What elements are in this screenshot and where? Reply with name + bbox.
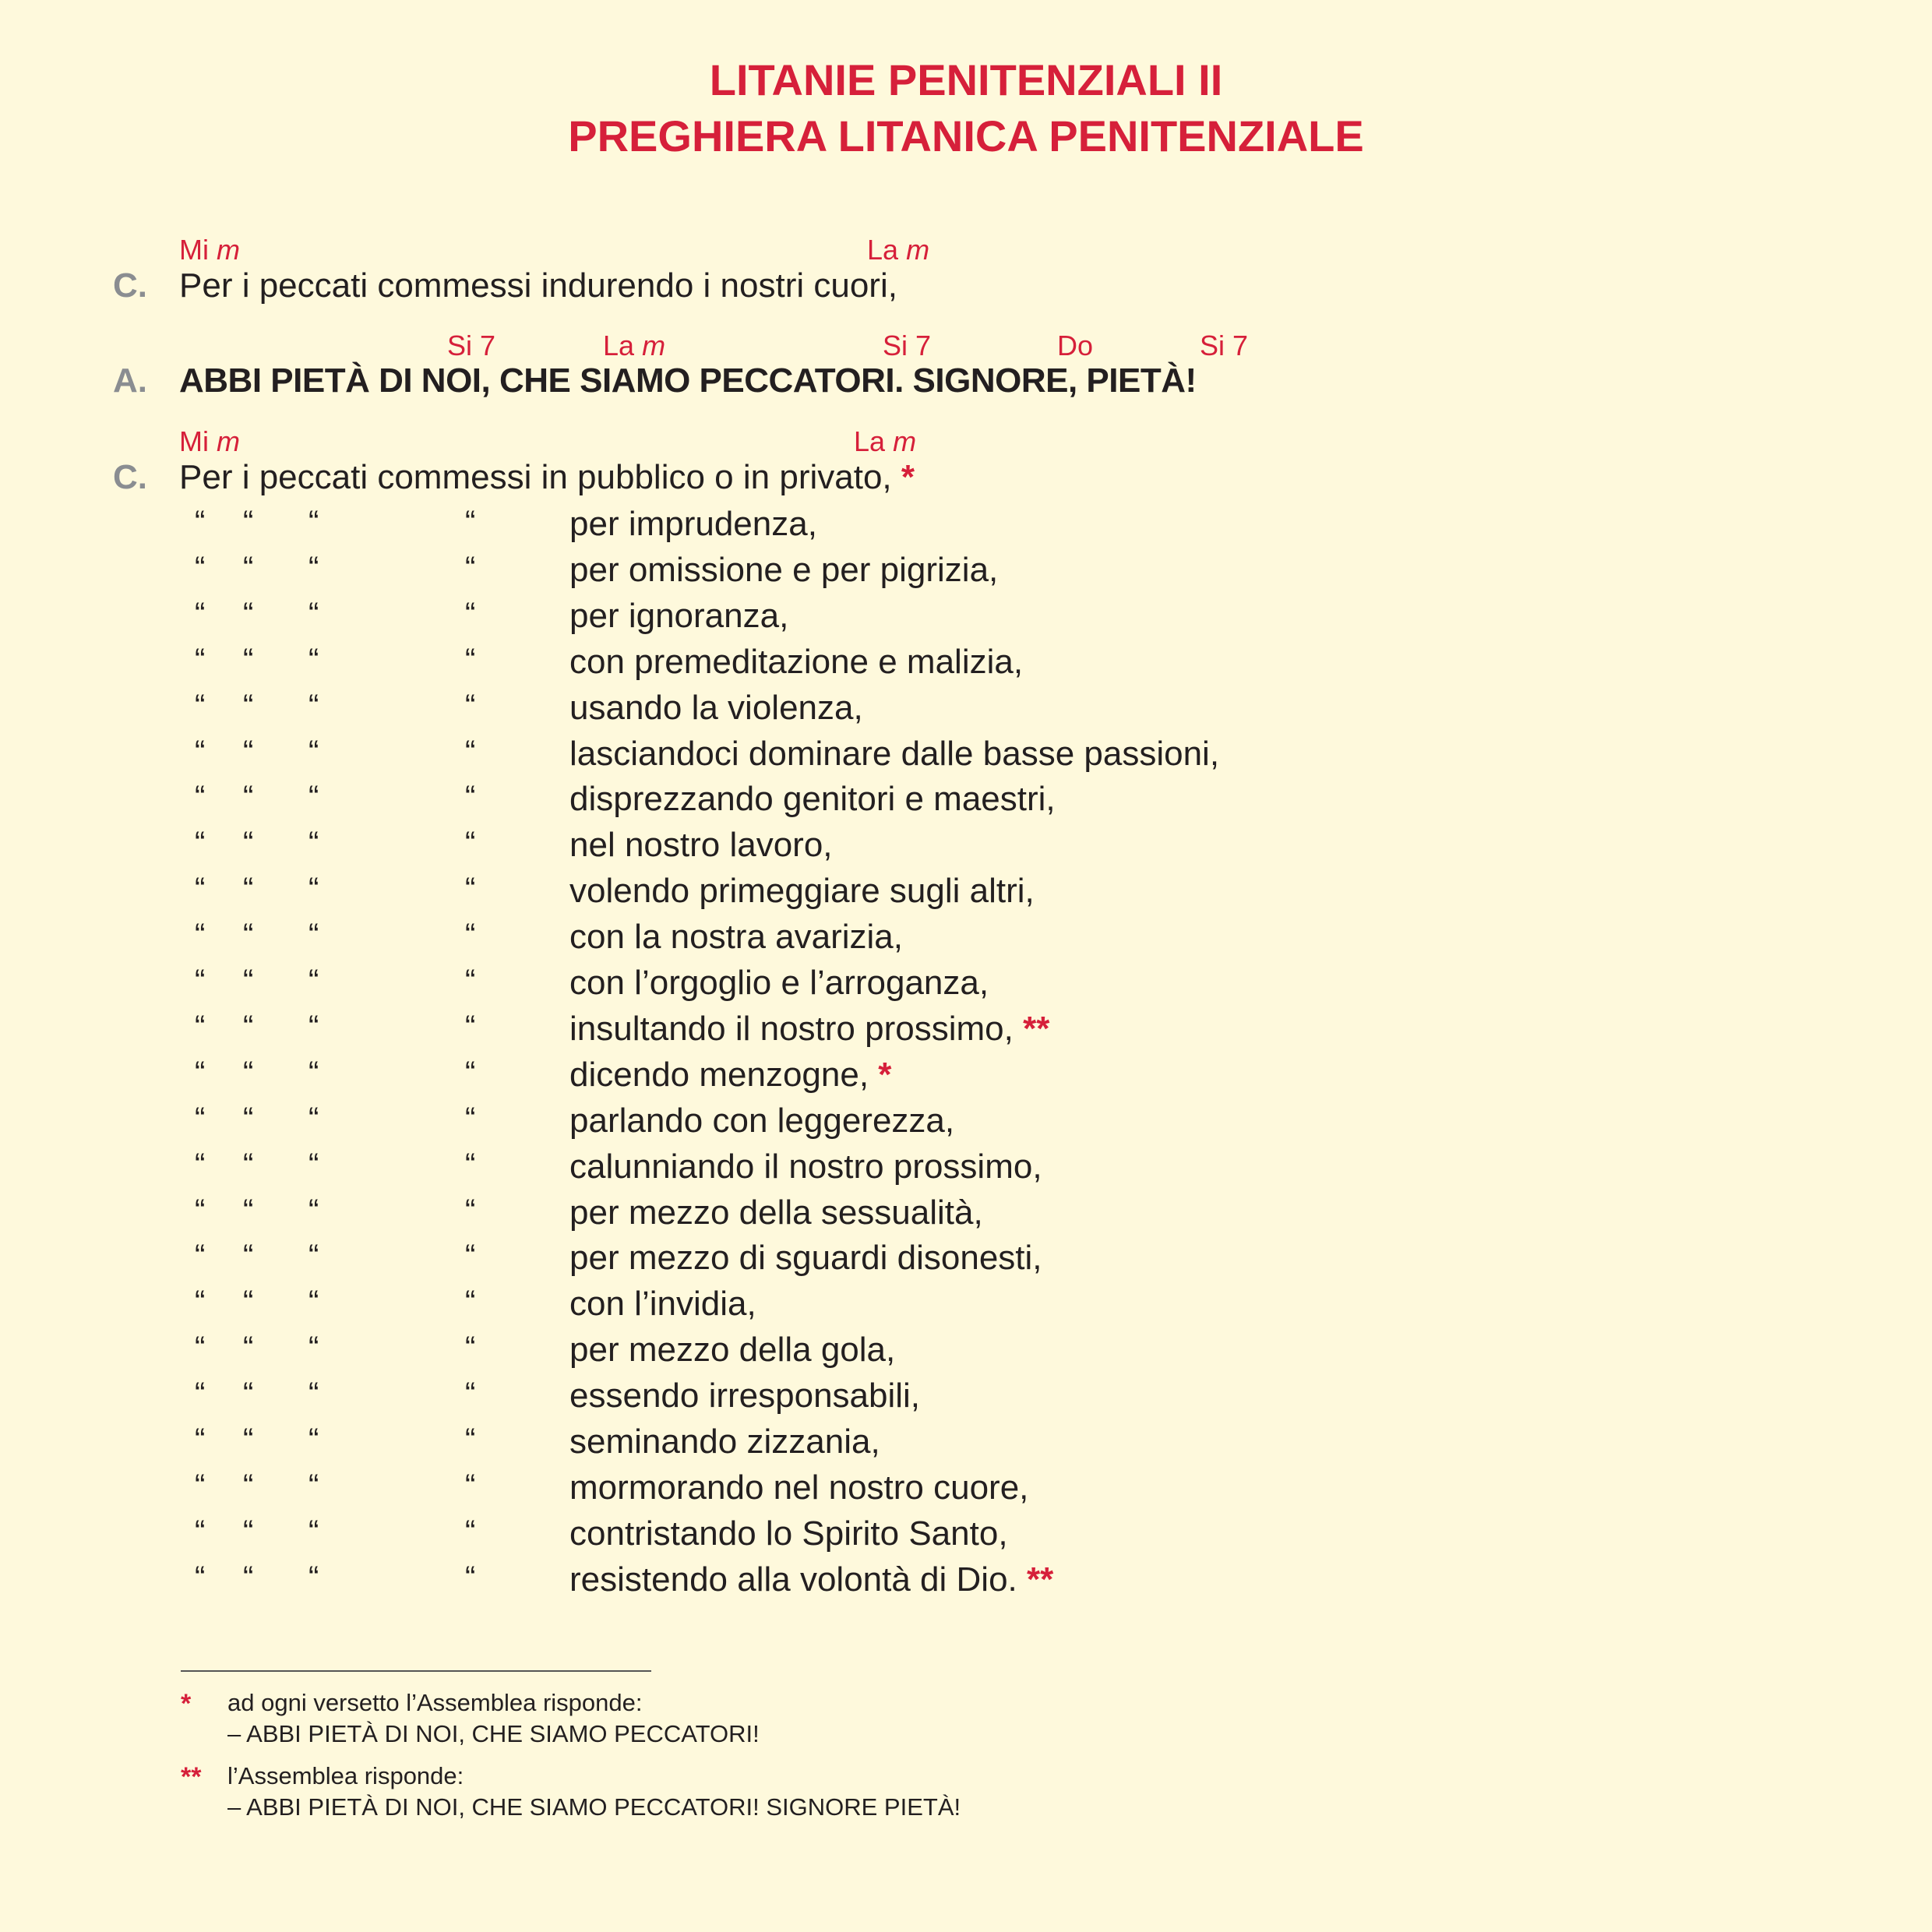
- litany-text: disprezzando genitori e maestri,: [569, 780, 1056, 819]
- ditto-mark: “: [465, 1101, 476, 1136]
- ditto-mark: “: [465, 1055, 476, 1090]
- ditto-mark: “: [195, 1193, 206, 1228]
- ditto-mark: “: [243, 734, 254, 769]
- chord: Si 7: [1200, 330, 1249, 361]
- litany-row: [0, 1102, 1932, 1148]
- litany-row: [0, 1423, 1932, 1468]
- ditto-mark: “: [195, 1101, 206, 1136]
- ditto-mark: “: [308, 918, 319, 953]
- litany-text: nel nostro lavoro,: [569, 826, 833, 865]
- ditto-mark: “: [465, 1514, 476, 1549]
- response-mark: *: [901, 458, 915, 496]
- verse-text: Per i peccati commessi indurendo i nostri cuori,: [179, 266, 897, 305]
- ditto-mark: “: [308, 964, 319, 998]
- footnote-text: l’Assemblea risponde:: [227, 1762, 464, 1789]
- litany-row: [0, 1010, 1932, 1056]
- ditto-mark: “: [465, 918, 476, 953]
- chord: La m: [854, 425, 917, 457]
- page-title: LITANIE PENITENZIALI II: [709, 55, 1223, 104]
- ditto-mark: “: [308, 1101, 319, 1136]
- ditto-mark: “: [195, 642, 206, 677]
- litany-row: [0, 826, 1932, 872]
- litany-text: con la nostra avarizia,: [569, 918, 903, 957]
- ditto-mark: “: [195, 1514, 206, 1549]
- litany-text: per ignoranza,: [569, 596, 789, 635]
- ditto-mark: “: [308, 1147, 319, 1182]
- ditto-mark: “: [195, 1055, 206, 1090]
- litany-text: dicendo menzogne, *: [569, 1055, 892, 1094]
- litany-text: con l’orgoglio e l’arroganza,: [569, 964, 989, 1002]
- ditto-mark: “: [195, 550, 206, 585]
- litany-row: [0, 689, 1932, 735]
- ditto-mark: “: [465, 734, 476, 769]
- ditto-mark: “: [308, 1331, 319, 1366]
- ditto-mark: “: [195, 1468, 206, 1503]
- ditto-mark: “: [465, 642, 476, 677]
- ditto-mark: “: [308, 780, 319, 815]
- litany-row: [0, 1148, 1932, 1193]
- litany-row: [0, 780, 1932, 826]
- ditto-mark: “: [243, 1009, 254, 1044]
- ditto-mark: “: [243, 1331, 254, 1366]
- verse-text: Per i peccati commessi in pubblico o in privato, *: [179, 458, 915, 496]
- ditto-mark: “: [308, 550, 319, 585]
- litany-text: con premeditazione e malizia,: [569, 642, 1024, 681]
- ditto-mark: “: [308, 1009, 319, 1044]
- litany-row: [0, 872, 1932, 918]
- ditto-mark: “: [465, 550, 476, 585]
- litany-text: con l’invidia,: [569, 1285, 756, 1324]
- ditto-mark: “: [243, 550, 254, 585]
- ditto-mark: “: [195, 734, 206, 769]
- ditto-mark: “: [243, 1055, 254, 1090]
- ditto-mark: “: [243, 1101, 254, 1136]
- ditto-mark: “: [243, 872, 254, 907]
- litany-text: per imprudenza,: [569, 505, 817, 543]
- litany-row: [0, 1560, 1932, 1606]
- ditto-mark: “: [465, 1147, 476, 1182]
- litany-text: resistendo alla volontà di Dio. **: [569, 1560, 1054, 1599]
- role-label: C.: [113, 266, 147, 305]
- ditto-mark: “: [465, 688, 476, 723]
- chord: Si 7: [447, 330, 496, 361]
- ditto-mark: “: [308, 1193, 319, 1228]
- ditto-mark: “: [465, 826, 476, 861]
- litany-text: seminando zizzania,: [569, 1423, 880, 1461]
- ditto-mark: “: [243, 918, 254, 953]
- response-mark: *: [878, 1055, 892, 1094]
- ditto-mark: “: [195, 688, 206, 723]
- chord: Mi m: [179, 425, 241, 457]
- ditto-mark: “: [308, 1055, 319, 1090]
- ditto-mark: “: [195, 1239, 206, 1274]
- ditto-mark: “: [243, 1285, 254, 1320]
- ditto-mark: “: [195, 964, 206, 998]
- ditto-mark: “: [465, 1239, 476, 1274]
- ditto-mark: “: [308, 872, 319, 907]
- footnote-divider: [181, 1670, 651, 1672]
- litany-text: per mezzo della gola,: [569, 1331, 896, 1370]
- ditto-mark: “: [243, 505, 254, 539]
- litany-text: calunniando il nostro prossimo,: [569, 1147, 1042, 1186]
- ditto-mark: “: [195, 918, 206, 953]
- ditto-mark: “: [308, 1285, 319, 1320]
- ditto-mark: “: [308, 1377, 319, 1412]
- ditto-mark: “: [195, 1560, 206, 1595]
- litany-row: [0, 1285, 1932, 1331]
- role-label: C.: [113, 458, 147, 496]
- chord: Si 7: [883, 330, 932, 361]
- ditto-mark: “: [243, 1514, 254, 1549]
- ditto-mark: “: [243, 596, 254, 631]
- ditto-mark: “: [195, 1285, 206, 1320]
- footnote-mark: **: [181, 1762, 202, 1792]
- litany-row: [0, 643, 1932, 689]
- ditto-mark: “: [465, 596, 476, 631]
- litany-text: per omissione e per pigrizia,: [569, 550, 999, 589]
- ditto-mark: “: [308, 596, 319, 631]
- litany-row: [0, 1239, 1932, 1285]
- footnote-response: – ABBI PIETÀ DI NOI, CHE SIAMO PECCATORI!: [227, 1720, 760, 1747]
- ditto-mark: “: [195, 505, 206, 539]
- ditto-mark: “: [465, 780, 476, 815]
- ditto-mark: “: [195, 872, 206, 907]
- ditto-mark: “: [195, 1009, 206, 1044]
- litany-text: per mezzo della sessualità,: [569, 1193, 983, 1232]
- ditto-mark: “: [195, 596, 206, 631]
- ditto-mark: “: [195, 826, 206, 861]
- ditto-mark: “: [465, 1193, 476, 1228]
- response-mark: **: [1023, 1009, 1050, 1048]
- ditto-mark: “: [243, 688, 254, 723]
- ditto-mark: “: [308, 642, 319, 677]
- ditto-mark: “: [195, 1147, 206, 1182]
- litany-text: contristando lo Spirito Santo,: [569, 1514, 1008, 1553]
- litany-row: [0, 918, 1932, 964]
- litany-row: [0, 964, 1932, 1010]
- ditto-mark: “: [308, 688, 319, 723]
- ditto-mark: “: [243, 964, 254, 998]
- litany-text: per mezzo di sguardi disonesti,: [569, 1239, 1042, 1278]
- litany-row: [0, 1377, 1932, 1423]
- role-label: A.: [113, 361, 147, 400]
- ditto-mark: “: [465, 1331, 476, 1366]
- litany-text: volendo primeggiare sugli altri,: [569, 872, 1035, 911]
- litany-text: usando la violenza,: [569, 688, 863, 727]
- litany-row: [0, 551, 1932, 597]
- ditto-mark: “: [465, 1009, 476, 1044]
- ditto-mark: “: [308, 505, 319, 539]
- litany-row: [0, 735, 1932, 781]
- ditto-mark: “: [308, 1423, 319, 1457]
- ditto-mark: “: [243, 1239, 254, 1274]
- ditto-mark: “: [243, 1560, 254, 1595]
- footnote-response: – ABBI PIETÀ DI NOI, CHE SIAMO PECCATORI! SIGNORE PIETÀ!: [227, 1793, 961, 1821]
- litany-text: lasciandoci dominare dalle basse passioni,: [569, 734, 1220, 773]
- litany-row: [0, 1056, 1932, 1102]
- ditto-mark: “: [243, 826, 254, 861]
- litany-row: [0, 1468, 1932, 1514]
- chord: Do: [1057, 330, 1094, 361]
- ditto-mark: “: [308, 1239, 319, 1274]
- litany-row: [0, 1193, 1932, 1239]
- chord: Mi m: [179, 234, 241, 266]
- litany-text: mormorando nel nostro cuore,: [569, 1468, 1029, 1507]
- litany-row: [0, 597, 1932, 643]
- ditto-mark: “: [243, 1193, 254, 1228]
- ditto-mark: “: [243, 780, 254, 815]
- ditto-mark: “: [195, 1423, 206, 1457]
- litany-text: essendo irresponsabili,: [569, 1377, 921, 1416]
- ditto-mark: “: [308, 1514, 319, 1549]
- litany-row: [0, 505, 1932, 551]
- ditto-mark: “: [465, 1560, 476, 1595]
- litany-text: insultando il nostro prossimo, **: [569, 1009, 1050, 1048]
- ditto-mark: “: [243, 1468, 254, 1503]
- litany-row: [0, 1331, 1932, 1377]
- ditto-mark: “: [308, 826, 319, 861]
- ditto-mark: “: [243, 1423, 254, 1457]
- ditto-mark: “: [308, 1468, 319, 1503]
- response-text: ABBI PIETÀ DI NOI, CHE SIAMO PECCATORI. SIGNORE, PIETÀ!: [179, 361, 1197, 400]
- litany-row: [0, 1514, 1932, 1560]
- ditto-mark: “: [465, 1423, 476, 1457]
- page-subtitle: PREGHIERA LITANICA PENITENZIALE: [568, 111, 1364, 160]
- footnote-text: ad ogni versetto l’Assemblea risponde:: [227, 1689, 643, 1716]
- ditto-mark: “: [465, 505, 476, 539]
- chord: La m: [603, 330, 666, 361]
- ditto-mark: “: [308, 1560, 319, 1595]
- ditto-mark: “: [465, 1377, 476, 1412]
- ditto-mark: “: [465, 1468, 476, 1503]
- ditto-mark: “: [465, 1285, 476, 1320]
- ditto-mark: “: [195, 1331, 206, 1366]
- ditto-mark: “: [243, 1377, 254, 1412]
- ditto-mark: “: [243, 642, 254, 677]
- footnote-mark: *: [181, 1689, 192, 1719]
- ditto-mark: “: [195, 1377, 206, 1412]
- ditto-mark: “: [195, 780, 206, 815]
- chord: La m: [867, 234, 930, 266]
- litany-text: parlando con leggerezza,: [569, 1101, 955, 1140]
- ditto-mark: “: [465, 872, 476, 907]
- ditto-mark: “: [308, 734, 319, 769]
- ditto-mark: “: [465, 964, 476, 998]
- ditto-mark: “: [243, 1147, 254, 1182]
- response-mark: **: [1027, 1560, 1054, 1599]
